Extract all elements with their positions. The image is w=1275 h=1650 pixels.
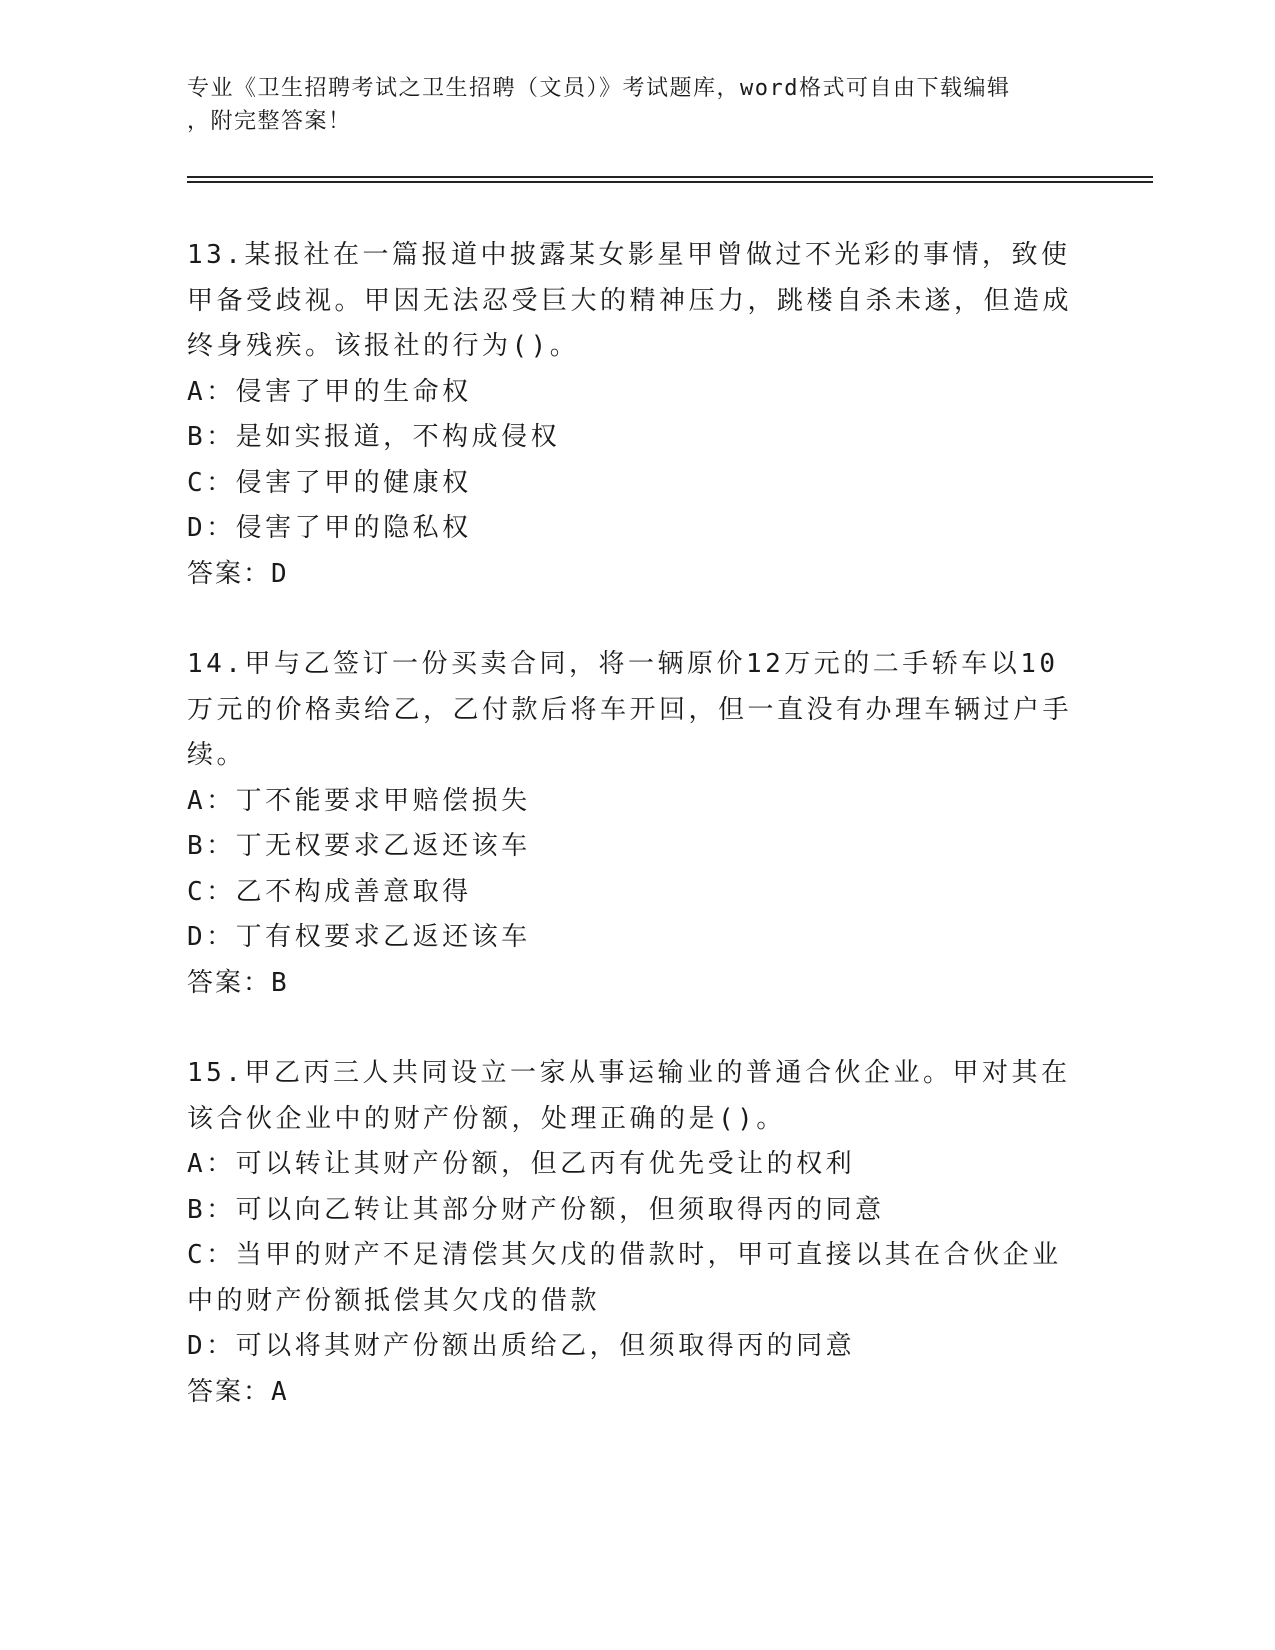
option-a: A：侵害了甲的生命权 <box>187 376 472 407</box>
document-header <box>187 72 1087 138</box>
option-d: D：可以将其财产份额出质给乙，但须取得丙的同意 <box>187 1331 856 1361</box>
option-a: A：可以转让其财产份额，但乙丙有优先受让的权利 <box>187 1149 856 1179</box>
option-d: D：侵害了甲的隐私权 <box>187 513 472 543</box>
question-stem: 14.甲与乙签订一份买卖合同，将一辆原价12万元的二手轿车以10万元的价格卖给乙，乙付款后将车开回，但一直没有办理车辆过户手续。 <box>187 649 1073 770</box>
option-c: C：当甲的财产不足清偿其欠戊的借款时，甲可直接以其在合伙企业中的财产份额抵偿其欠戊的借款 <box>187 1240 1062 1316</box>
header-divider-top <box>187 176 1153 178</box>
option-c: C：乙不构成善意取得 <box>187 876 472 907</box>
option-c: C：侵害了甲的健康权 <box>187 467 472 498</box>
option-a: A：丁不能要求甲赔偿损失 <box>187 785 531 816</box>
question-stem: 13.某报社在一篇报道中披露某女影星甲曾做过不光彩的事情，致使甲备受歧视。甲因无法忍受巨大的精神压力，跳楼自杀未遂，但造成终身残疾。该报社的行为()。 <box>187 240 1073 361</box>
question-stem: 15.甲乙丙三人共同设立一家从事运输业的普通合伙企业。甲对其在该合伙企业中的财产份额，处理正确的是()。 <box>187 1058 1071 1134</box>
option-b: B：是如实报道，不构成侵权 <box>187 422 561 452</box>
header-line-2: ，附完整答案！ <box>187 109 352 134</box>
header-line-1: 专业《卫生招聘考试之卫生招聘（文员）》考试题库，word格式可自由下载编辑 <box>187 76 1011 101</box>
option-d: D：丁有权要求乙返还该车 <box>187 922 531 952</box>
option-b: B：丁无权要求乙返还该车 <box>187 831 531 861</box>
question-14 <box>187 642 1087 1006</box>
answer-line: 答案：D <box>187 558 289 589</box>
answer-line: 答案：A <box>187 1376 289 1407</box>
answer-line: 答案：B <box>187 967 289 998</box>
header-divider-bottom <box>187 181 1153 183</box>
option-b: B：可以向乙转让其部分财产份额，但须取得丙的同意 <box>187 1194 885 1225</box>
question-15 <box>187 1051 1087 1415</box>
question-13 <box>187 233 1087 597</box>
